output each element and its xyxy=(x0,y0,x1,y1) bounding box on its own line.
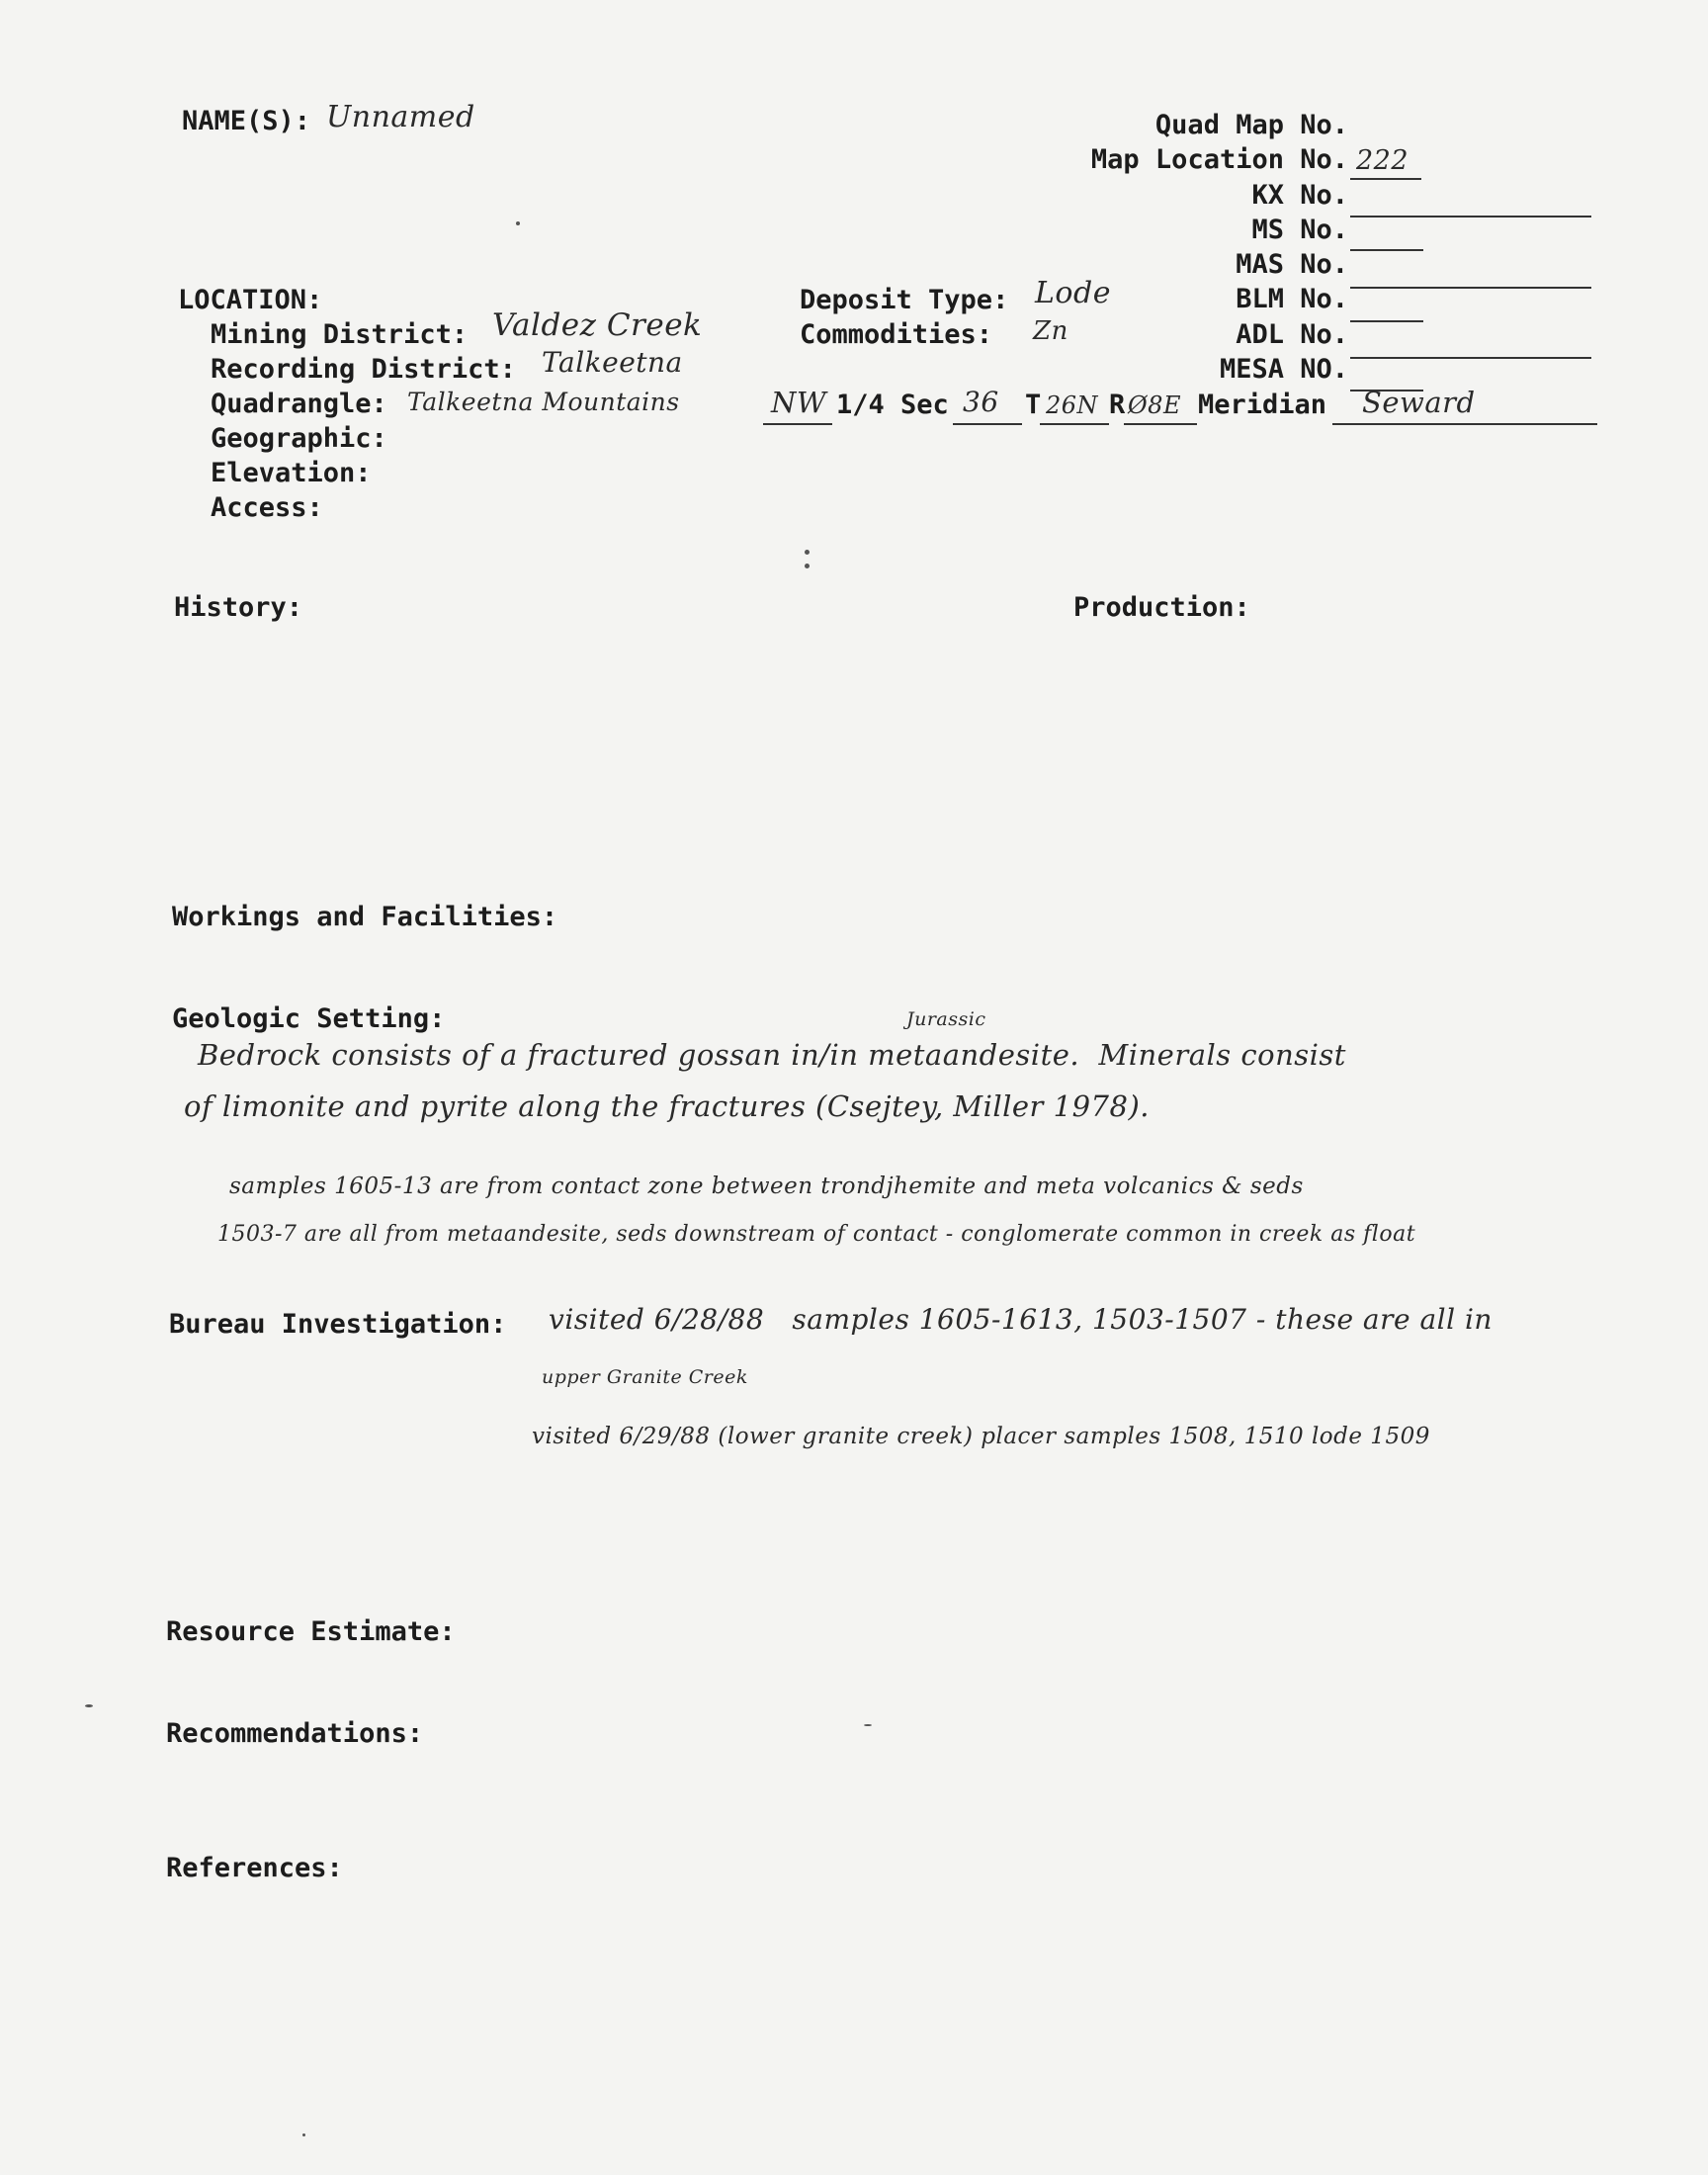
location-heading: LOCATION: xyxy=(178,285,323,315)
meridian-underline xyxy=(1332,423,1597,425)
township-underline xyxy=(1040,423,1109,425)
scan-speck xyxy=(864,1724,872,1726)
geologic-line-2: of limonite and pyrite along the fractures (Csejtey, Miller 1978). xyxy=(184,1089,1150,1123)
map-location-underline xyxy=(1350,178,1421,180)
geologic-line-4: 1503-7 are all from metaandesite, seds downstream of contact - conglomerate common in creek as float xyxy=(217,1222,1416,1247)
range-underline xyxy=(1124,423,1197,425)
scan-speck xyxy=(805,550,810,555)
adl-label: ADL No. xyxy=(1236,319,1348,350)
section-underline xyxy=(953,423,1022,425)
bureau-line-2: upper Granite Creek xyxy=(542,1366,748,1388)
ms-underline xyxy=(1350,249,1423,251)
mining-district-value: Valdez Creek xyxy=(492,307,703,343)
commodities-value: Zn xyxy=(1033,316,1068,346)
kx-underline xyxy=(1350,216,1591,218)
kx-label: KX No. xyxy=(1251,180,1348,211)
township-label: T xyxy=(1025,390,1042,420)
quad-map-label: Quad Map No. xyxy=(1154,110,1348,140)
deposit-type-label: Deposit Type: xyxy=(800,285,1009,315)
geologic-line-1: Bedrock consists of a fractured gossan in/in metaandesite. Minerals consist xyxy=(198,1038,1346,1072)
mas-underline xyxy=(1350,287,1591,289)
references-label: References: xyxy=(166,1853,343,1883)
bureau-line-3: visited 6/29/88 (lower granite creek) placer samples 1508, 1510 lode 1509 xyxy=(532,1424,1430,1449)
recording-district-label: Recording District: xyxy=(211,354,516,385)
scan-speck xyxy=(85,1704,93,1707)
adl-underline xyxy=(1350,357,1591,359)
recording-district-value: Talkeetna xyxy=(542,346,683,379)
geographic-label: Geographic: xyxy=(211,423,387,454)
deposit-type-value: Lode xyxy=(1035,276,1111,310)
commodities-label: Commodities: xyxy=(800,319,993,350)
range-label: R xyxy=(1109,390,1126,420)
scan-speck xyxy=(516,221,520,225)
ms-label: MS No. xyxy=(1251,215,1348,245)
meridian-label: Meridian xyxy=(1198,390,1327,420)
meridian-value: Seward xyxy=(1362,386,1476,419)
access-label: Access: xyxy=(211,492,323,523)
mas-label: MAS No. xyxy=(1236,249,1348,280)
quarter-underline xyxy=(763,423,832,425)
scan-speck xyxy=(805,564,810,568)
mesa-label: MESA NO. xyxy=(1219,354,1348,385)
production-label: Production: xyxy=(1073,592,1250,623)
quadrangle-value: Talkeetna Mountains xyxy=(407,388,680,416)
geologic-label: Geologic Setting: xyxy=(172,1003,446,1034)
map-location-label: Map Location No. xyxy=(1090,144,1348,175)
quadrangle-label: Quadrangle: xyxy=(211,389,387,419)
scan-speck xyxy=(302,2133,305,2136)
blm-label: BLM No. xyxy=(1236,284,1348,314)
township-value: 26N xyxy=(1046,392,1099,419)
elevation-label: Elevation: xyxy=(211,458,372,488)
quarter-sec-label: 1/4 Sec xyxy=(836,390,949,420)
workings-label: Workings and Facilities: xyxy=(172,902,558,932)
range-value: Ø8E xyxy=(1128,392,1181,419)
history-label: History: xyxy=(174,592,303,623)
geologic-line-3: samples 1605-13 are from contact zone between trondjhemite and meta volcanics & seds xyxy=(229,1174,1304,1199)
bureau-line-1: visited 6/28/88 samples 1605-1613, 1503-1507 - these are all in xyxy=(549,1303,1493,1336)
map-location-value: 222 xyxy=(1356,145,1409,176)
quarter-value: NW xyxy=(771,386,827,419)
geologic-insert: Jurassic xyxy=(906,1008,986,1030)
recommendations-label: Recommendations: xyxy=(166,1718,424,1749)
bureau-label: Bureau Investigation: xyxy=(169,1309,507,1340)
names-label: NAME(S): xyxy=(182,106,311,136)
resource-label: Resource Estimate: xyxy=(166,1616,456,1647)
names-value: Unnamed xyxy=(326,100,475,134)
mining-district-label: Mining District: xyxy=(211,319,469,350)
blm-underline xyxy=(1350,320,1423,322)
section-value: 36 xyxy=(963,386,999,418)
